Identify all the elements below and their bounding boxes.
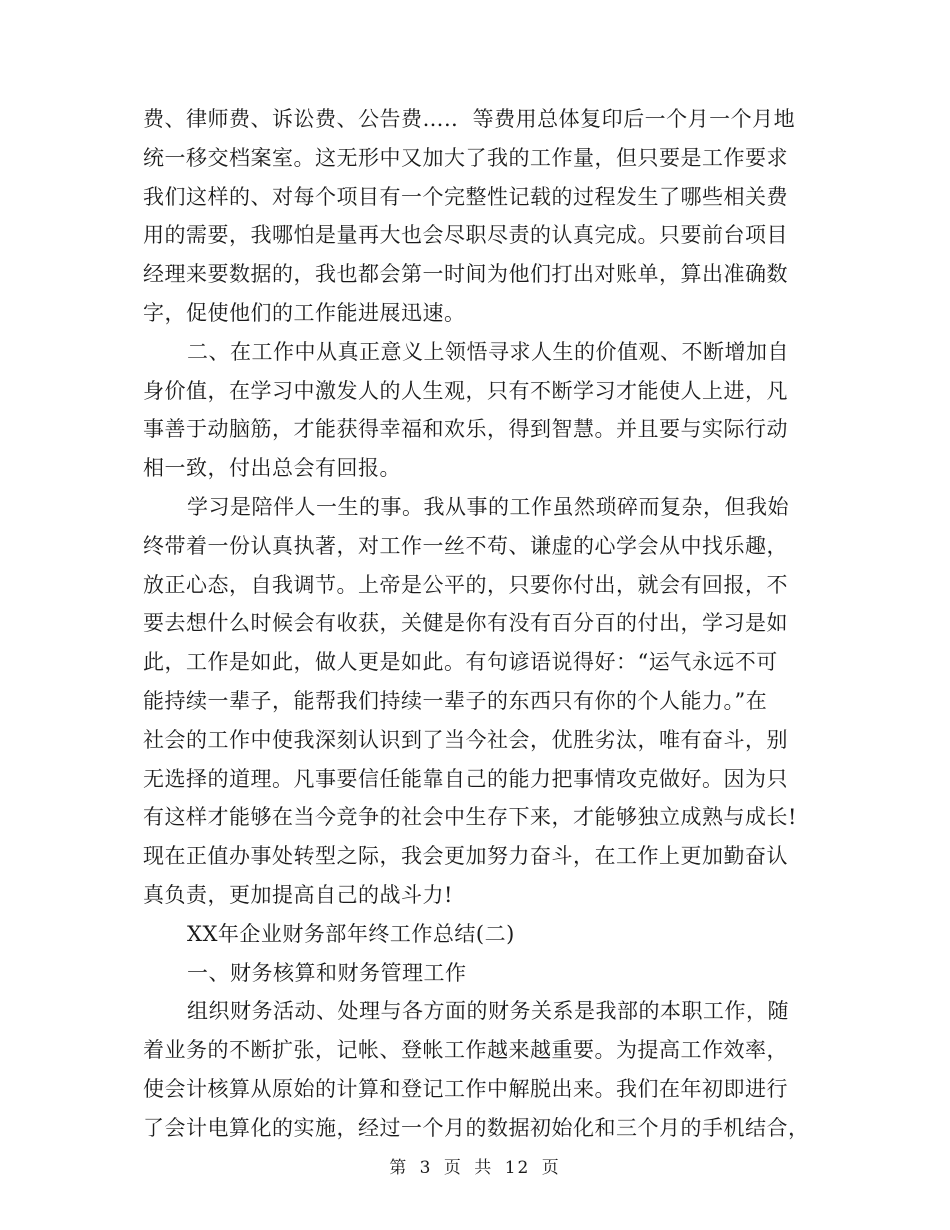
text-line: 无选择的道理。凡事要信任能靠自己的能力把事情攻克做好。因为只 [143,766,788,791]
text-line: 二、在工作中从真正意义上领悟寻求人生的价值观、不断增加自 [187,339,789,364]
paragraph [143,992,810,1147]
text-line: 事善于动脑筋，才能获得幸福和欢乐，得到智慧。并且要与实际行动 [143,417,788,442]
text-line: 使会计核算从原始的计算和登记工作中解脱出来。我们在年初即进行 [143,1076,788,1101]
paragraph [143,954,803,993]
text-line: 学习是陪伴人一生的事。我从事的工作虽然琐碎而复杂，但我始 [187,494,789,519]
text-line: 要去想什么时候会有收获，关健是你有没有百分百的付出，学习是如 [143,611,788,636]
paragraph [143,915,803,954]
text-line: 相一致，付出总会有回报。 [143,456,401,481]
text-line: 真负责，更加提高自己的战斗力! [143,882,453,907]
footer-current-page: 3 [419,1158,433,1178]
text-line: 有这样才能够在当今竞争的社会中生存下来，才能够独立成熟与成长! [143,805,797,830]
footer-page-word: 页 [443,1158,463,1178]
text-line: 社会的工作中使我深刻认识到了当今社会，优胜劣汰，唯有奋斗，别 [143,727,788,752]
text-line: XX年企业财务部年终工作总结(二) [187,921,515,946]
text-line: 字，促使他们的工作能进展迅速。 [143,300,466,325]
paragraph [143,488,803,915]
footer-total-word: 共 [474,1158,494,1178]
text-line: 着业务的不断扩张，记帐、登帐工作越来越重要。为提高工作效率， [143,1038,788,1063]
document-body [143,100,810,1148]
text-line: 我们这样的、对每个项目有一个完整性记载的过程发生了哪些相关费 [143,184,788,209]
footer-prefix: 第 [389,1158,409,1178]
text-line: 用的需要，我哪怕是量再大也会尽职尽责的认真完成。只要前台项目 [143,223,788,248]
text-line: 放正心态，自我调节。上帝是公平的，只要你付出，就会有回报，不 [143,572,788,597]
footer-suffix: 页 [541,1158,561,1178]
text-line: 一、财务核算和财务管理工作 [187,960,467,985]
text-line: 了会计电算化的实施，经过一个月的数据初始化和三个月的手机结合， [143,1115,810,1140]
text-line: 经理来要数据的，我也都会第一时间为他们打出对账单，算出准确数 [143,262,788,287]
text-line: 统一移交档案室。这无形中又加大了我的工作量，但只要是工作要求 [143,145,788,170]
text-line: 费、律师费、诉讼费、公告费….．等费用总体复印后一个月一个月地 [143,107,796,131]
text-line: 现在正值办事处转型之际，我会更加努力奋斗，在工作上更加勤奋认 [143,844,788,869]
text-line: 组织财务活动、处理与各方面的财务关系是我部的本职工作，随 [187,999,789,1024]
paragraph [143,333,803,488]
footer-total-pages: 12 [504,1158,531,1178]
text-line: 身价值，在学习中激发人的人生观，只有不断学习才能使人上进，凡 [143,378,788,403]
text-line: 此，工作是如此，做人更是如此。有句谚语说得好：“运气永远不可 [143,650,778,675]
text-line: 能持续一辈子，能帮我们持续一辈子的东西只有你的个人能力。”在 [143,688,768,713]
paragraph [143,100,803,333]
page-footer [0,1153,950,1178]
text-line: 终带着一份认真执著，对工作一丝不苟、谦虚的心学会从中找乐趣， [143,533,788,558]
